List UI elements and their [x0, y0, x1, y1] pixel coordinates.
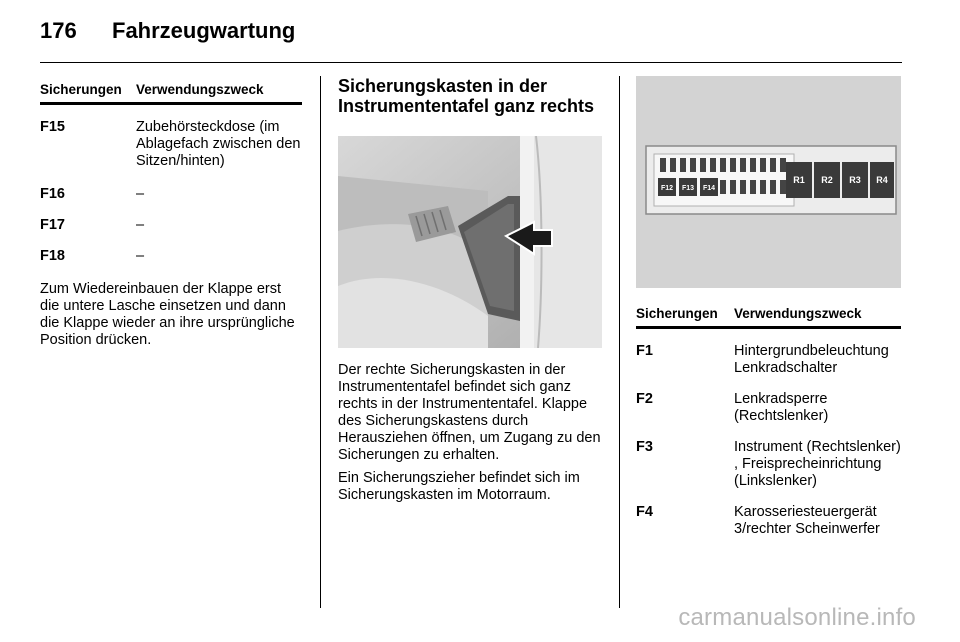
column-middle [338, 76, 602, 504]
fuse-usage: Lenkradsperre (Rechtslenker) [734, 391, 829, 424]
relay-label-r4: R4 [876, 175, 888, 185]
section-title: Sicherungskasten in der Instrumententafel ganz rechts [338, 76, 595, 116]
table-row [636, 504, 901, 538]
header-usage: Verwendungszweck [136, 82, 264, 97]
page-number: 176 [40, 18, 77, 43]
fuse-id: F15 [40, 119, 65, 135]
fuse-usage: Zubehörsteckdose (im Ablagefach zwischen den Sitzen/hinten) [136, 119, 301, 169]
fuse-label-f14: F14 [702, 185, 716, 192]
column-divider [619, 76, 620, 608]
fuse-usage: Karosseriesteuergerät 3/rechter Scheinwerfer [734, 504, 880, 537]
fuse-usage: Hintergrundbeleuchtung Lenkradschalter [734, 343, 889, 376]
fuse-label-f12: F12 [660, 185, 674, 192]
page-title: Fahrzeugwartung [112, 18, 296, 43]
column-divider [320, 76, 321, 608]
table-row [636, 343, 901, 377]
fuse-id: F16 [40, 186, 65, 202]
fuse-box-location-photo [338, 136, 602, 348]
column-left [40, 76, 302, 349]
table-row [636, 391, 901, 425]
fuse-usage: – [136, 248, 145, 264]
fuse-table-header [40, 82, 302, 105]
fuse-box-diagram [636, 76, 901, 288]
fuse-id: F2 [636, 391, 653, 407]
fuse-label-f13: F13 [681, 185, 695, 192]
dashboard-illustration [338, 136, 602, 348]
relay-label-r3: R3 [849, 175, 861, 185]
header-rule [40, 62, 902, 63]
relay-label-r1: R1 [793, 175, 805, 185]
fuse-layout-illustration [636, 76, 901, 288]
table-row [40, 248, 302, 265]
fuse-id: F3 [636, 439, 653, 455]
header-usage: Verwendungszweck [734, 306, 862, 321]
table-row [40, 217, 302, 234]
fuse-usage: Instrument (Rechtslenker) , Freisprecheinrichtung (Linkslenker) [734, 439, 901, 489]
fuse-puller-note: Ein Sicherungszieher befindet sich im Sicherungskasten im Motorraum. [338, 470, 580, 503]
watermark: carmanualsonline.info [678, 604, 916, 631]
table-row [40, 119, 302, 170]
fuse-usage: – [136, 186, 145, 202]
reinstall-paragraph: Zum Wiedereinbauen der Klappe erst die untere Lasche einsetzen und dann die Klappe wieder an ihre ursprüngliche Position drücken. [40, 281, 295, 348]
fuse-id: F18 [40, 248, 65, 264]
relay-label-r2: R2 [821, 175, 833, 185]
header-fuses: Sicherungen [40, 82, 122, 97]
fuse-box-description: Der rechte Sicherungskasten in der Instrumententafel befindet sich ganz rechts in der Instrumententafel. Klappe des Sicherungskastens durch Herausziehen öffnen, um Zugang zu den Sicherungen zu erhalten. [338, 362, 601, 463]
fuse-usage: – [136, 217, 145, 233]
fuse-id: F17 [40, 217, 65, 233]
page-header [40, 14, 920, 54]
fuse-id: F1 [636, 343, 653, 359]
fuse-id: F4 [636, 504, 653, 520]
table-row [40, 186, 302, 203]
table-row [636, 439, 901, 490]
fuse-table-header [636, 306, 901, 329]
column-right [636, 76, 901, 538]
header-fuses: Sicherungen [636, 306, 718, 321]
